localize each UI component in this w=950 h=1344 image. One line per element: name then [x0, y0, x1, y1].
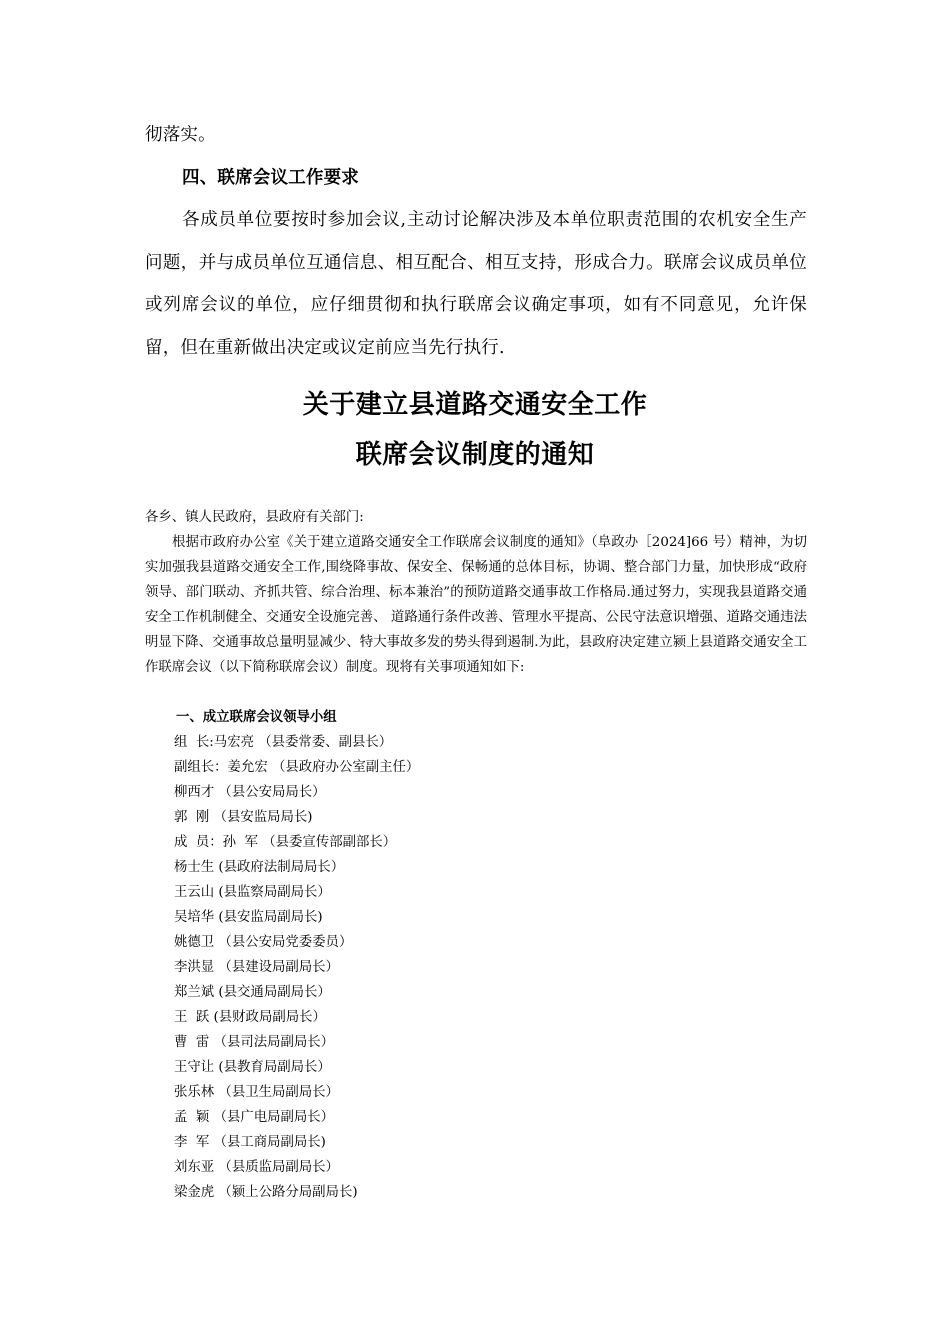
member-item: 柳西才 （县公安局局长）: [174, 785, 326, 800]
member-item: 曹 雷 （县司法局副局长）: [174, 1035, 335, 1050]
salutation: 各乡、镇人民政府，县政府有关部门:: [145, 510, 364, 525]
member-item: 王守让 (县教育局副局长）: [174, 1060, 331, 1075]
member-item: 郑兰斌 (县交通局副局长）: [174, 985, 331, 1000]
member-list: [174, 730, 674, 1205]
notice-title-line2: 联席会议制度的通知: [355, 440, 595, 470]
continued-line: 彻落实。: [145, 125, 216, 145]
notice-title-line1: 关于建立县道路交通安全工作: [302, 390, 648, 420]
member-item: 吴培华 (县安监局副局长): [174, 910, 323, 925]
member-item: 孟 颖 （县广电局副局长）: [174, 1110, 335, 1125]
notice-body: [145, 505, 807, 680]
notice-paragraph: 根据市政府办公室《关于建立道路交通安全工作联席会议制度的通知》（阜政办［2024]66 号）精神，为切实加强我县道路交通安全工作,围绕降事故、保安全、保畅通的总体目标，协调、整合部门力量，加快形成“政府领导、部门联动、齐抓共管、综合治理、标本兼治”的预防道路交通事故工作格局.通过努力，实现我县道路交通安全工作机制健全、交通安全设施完善、 道路通行条件改善、管理水平提高、公民守法意识增强、道路交通违法明显下降、交通事故总量明显减少、特大事故多发的势头得到遏制.为此，县政府决定建立颍上县道路交通安全工作联席会议（以下简称联席会议）制度。现将有关事项通知如下:: [145, 535, 807, 675]
member-item: 杨士生 (县政府法制局局长）: [174, 860, 345, 875]
section4-paragraph: 各成员单位要按时参加会议,主动讨论解决涉及本单位职责范围的农机安全生产问题，并与成员单位互通信息、相互配合、相互支持，形成合力。联席会议成员单位或列席会议的单位，应仔细贯彻和执行联席会议确定事项，如有不同意见，允许保留，但在重新做出决定或议定前应当先行执行.: [145, 210, 807, 358]
member-item: 刘东亚 （县质监局副局长）: [174, 1160, 339, 1175]
member-item: 李洪显 （县建设局副局长）: [174, 960, 339, 975]
member-item: 王云山 (县监察局副局长）: [174, 885, 331, 900]
member-item: 梁金虎 （颍上公路分局副局长): [174, 1185, 358, 1200]
member-item: 成 员：孙 军 （县委宣传部副部长）: [174, 835, 397, 850]
section1-heading: 一、成立联席会议领导小组: [176, 710, 337, 725]
member-item: 王 跃 (县财政局副局长）: [174, 1010, 326, 1025]
member-item: 组 长:马宏亮 （县委常委、副县长）: [174, 735, 393, 750]
member-item: 郭 刚 （县安监局局长): [174, 810, 313, 825]
section4-heading: 四、联席会议工作要求: [182, 167, 359, 188]
member-item: 姚德卫 （县公安局党委委员）: [174, 935, 353, 950]
member-item: 张乐林 （县卫生局副局长）: [174, 1085, 339, 1100]
upper-section: [145, 114, 807, 369]
member-item: 李 军 （县工商局副局长): [174, 1135, 326, 1150]
member-item: 副组长：姜允宏 （县政府办公室副主任）: [174, 760, 420, 775]
